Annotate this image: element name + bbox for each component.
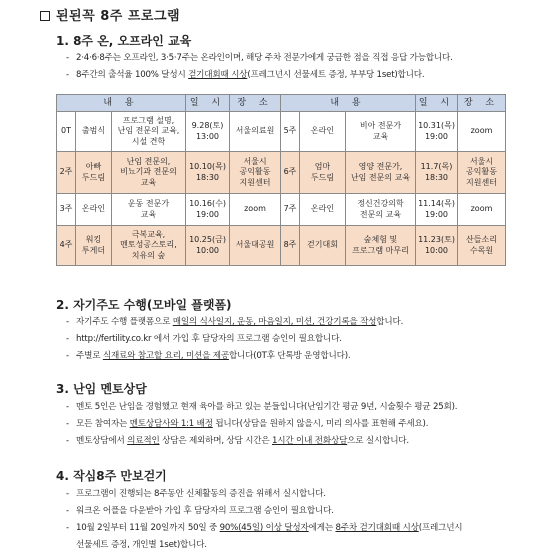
cell-wk: 7주	[281, 194, 300, 226]
cell-place: zoom	[458, 112, 506, 152]
cell-wk: 6주	[281, 152, 300, 194]
table-row	[57, 112, 506, 152]
cell-desc: 난임 전문의, 비뇨기과 전문의 교육	[112, 152, 186, 194]
table-row	[57, 194, 506, 226]
cell-place: 서울시 공익활동 지원센터	[230, 152, 281, 194]
cell-desc: 극복교육, 멘토성공스토리, 치유의 숲	[112, 226, 186, 266]
header-content: 내 용	[281, 95, 416, 112]
table-row	[57, 226, 506, 266]
cell-cat: 걷기대회	[300, 226, 346, 266]
section-4-bullet-3: - 10월 2일부터 11월 20일까지 50일 중 90%(45일) 이상 달성자에게는 8주차 걷기대회때 시상(프레그넌시	[66, 523, 463, 533]
cell-wk: 3주	[57, 194, 76, 226]
cell-wk: 0T	[57, 112, 76, 152]
section-3-heading: 3. 난임 멘토상담	[56, 382, 147, 396]
section-4-heading: 4. 작심8주 만보걷기	[56, 469, 167, 483]
cell-cat: 온라인	[76, 194, 112, 226]
section-1-heading: 1. 8주 온, 오프라인 교육	[56, 34, 192, 48]
cell-date: 10.10(목) 18:30	[186, 152, 230, 194]
section-1-bullet-1: - 2·4·6·8주는 오프라인, 3·5·7주는 온라인이며, 해당 주차 전문가에게 궁금한 점을 직접 응답 가능합니다.	[66, 53, 453, 63]
cell-cat: 온라인	[300, 194, 346, 226]
section-2-heading: 2. 자기주도 수행(모바일 플랫폼)	[56, 298, 232, 312]
cell-place: 서울대공원	[230, 226, 281, 266]
cell-desc: 영양 전문가, 난임 전문의 교육	[346, 152, 416, 194]
section-4-bullet-2: - 워크온 어플을 다운받아 가입 후 담당자의 프로그램 승인이 필요합니다.	[66, 506, 334, 516]
cell-place: zoom	[230, 194, 281, 226]
section-2-bullet-3: - 주별로 식재료와 참고할 요리, 미션을 제공합니다(0T후 단톡방 운영합니다).	[66, 351, 351, 361]
cell-desc: 운동 전문가 교육	[112, 194, 186, 226]
header-datetime: 일 시	[186, 95, 230, 112]
cell-desc: 정신건강의학 전문의 교육	[346, 194, 416, 226]
section-4-bullet-1: - 프로그램이 진행되는 8주동안 신체활동의 증진을 위해서 실시합니다.	[66, 489, 326, 499]
section-1-bullet-2: - 8주간의 출석율 100% 달성시 걷기대회때 시상(프레그넌시 선물세트 증정, 부부당 1set)합니다.	[66, 70, 425, 80]
table-row	[57, 152, 506, 194]
checkbox-square-icon	[40, 11, 50, 21]
cell-date: 10.31(목) 19:00	[416, 112, 458, 152]
cell-date: 9.28(토) 13:00	[186, 112, 230, 152]
cell-date: 11.14(목) 19:00	[416, 194, 458, 226]
section-2-bullet-1: - 자기주도 수행 플랫폼으로 매일의 식사일지, 운동, 마음일지, 미션, 건강기록을 작성합니다.	[66, 317, 404, 327]
cell-date: 10.25(금) 10:00	[186, 226, 230, 266]
cell-place: 서울시 공익활동 지원센터	[458, 152, 506, 194]
cell-cat: 워킹 투게더	[76, 226, 112, 266]
section-3-bullet-2: - 모든 참여자는 멘토상담사와 1:1 배정 됩니다(상담을 원하지 않을시, 미리 의사를 표현해 주세요).	[66, 419, 429, 429]
table-header-row	[57, 95, 506, 112]
cell-wk: 4주	[57, 226, 76, 266]
cell-date: 11.23(토) 10:00	[416, 226, 458, 266]
header-datetime: 일 시	[416, 95, 458, 112]
header-place: 장 소	[458, 95, 506, 112]
cell-desc: 프로그램 설명, 난임 전문의 교육, 시설 견학	[112, 112, 186, 152]
cell-cat: 아빠 두드림	[76, 152, 112, 194]
section-4-bullet-3-cont: 선물세트 증정, 개인별 1set)합니다.	[76, 540, 207, 550]
cell-cat: 엄마 두드림	[300, 152, 346, 194]
cell-desc: 숲체험 및 프로그램 마무리	[346, 226, 416, 266]
cell-place: zoom	[458, 194, 506, 226]
cell-date: 10.16(수) 19:00	[186, 194, 230, 226]
cell-place: 서울의료원	[230, 112, 281, 152]
section-3-bullet-3: - 멘토상담에서 의료적인 상담은 제외하며, 상담 시간은 1시간 이내 전화상담으로 실시합니다.	[66, 436, 409, 446]
page-title: 된된꼭 8주 프로그램	[40, 5, 180, 24]
schedule-table	[56, 94, 506, 266]
cell-desc: 비아 전문가 교육	[346, 112, 416, 152]
section-3-bullet-1: - 멘토 5인은 난임을 경험했고 현재 육아를 하고 있는 분들입니다(난임기간 평균 9년, 시술횟수 평균 25회).	[66, 402, 458, 412]
cell-wk: 5주	[281, 112, 300, 152]
cell-date: 11.7(목) 18:30	[416, 152, 458, 194]
cell-wk: 2주	[57, 152, 76, 194]
cell-wk: 8주	[281, 226, 300, 266]
cell-cat: 출범식	[76, 112, 112, 152]
section-2-bullet-2: - http://fertility.co.kr 에서 가입 후 담당자의 프로그램 승인이 필요합니다.	[66, 334, 342, 344]
cell-cat: 온라인	[300, 112, 346, 152]
header-content: 내 용	[57, 95, 186, 112]
cell-place: 산들소리 수목원	[458, 226, 506, 266]
header-place: 장 소	[230, 95, 281, 112]
